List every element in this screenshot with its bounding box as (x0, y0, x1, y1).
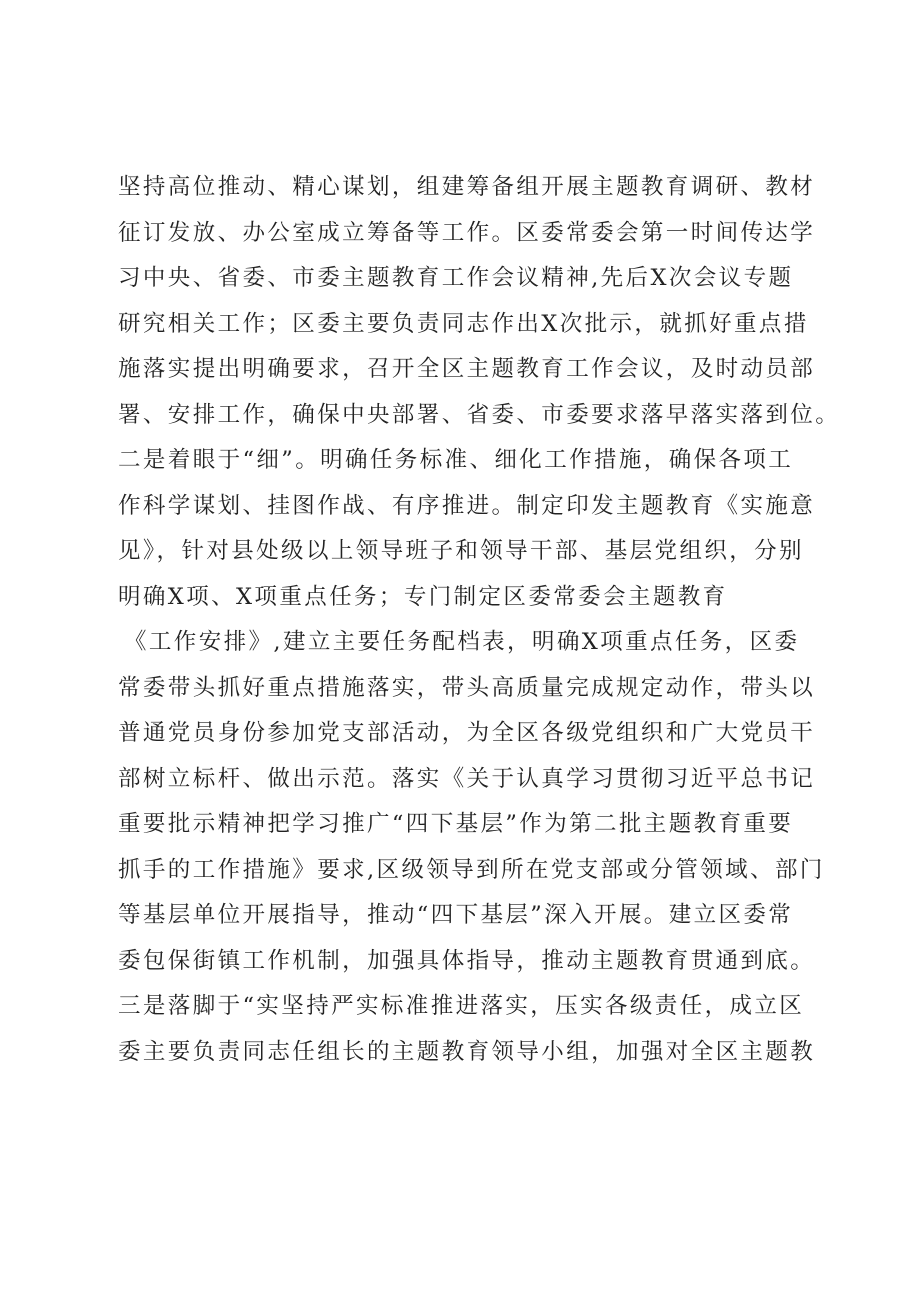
text-line: 坚持高位推动、精心谋划，组建筹备组开展主题教育调研、教材 (118, 174, 816, 200)
text-line: 委主要负责同志任组长的主题教育领导小组，加强对全区主题教 (118, 1038, 816, 1065)
text-line: 常委带头抓好重点措施落实，带头高质量完成规定动作，带头以 (118, 674, 816, 701)
text-line: 征订发放、办公室成立筹备等工作。区委常委会第一时间传达学 (118, 219, 816, 246)
text-line: 习中央、省委、市委主题教育工作会议精神,先后X次会议专题 (118, 265, 794, 291)
text-line: 见》，针对县处级以上领导班子和领导干部、基层党组织，分别 (118, 538, 804, 564)
text-line: 等基层单位开展指导，推动“四下基层”深入开展。建立区委常 (118, 902, 794, 928)
body-paragraph (118, 165, 841, 1075)
text-line: 施落实提出明确要求，召开全区主题教育工作会议，及时动员部 (118, 356, 816, 382)
text-line: 三是落脚于“实坚持严实标准推进落实，压实各级责任，成立区 (118, 993, 805, 1019)
text-line: 《工作安排》,建立主要任务配档表，明确X项重点任务，区委 (124, 629, 800, 655)
text-line: 明确X项、X项重点任务；专门制定区委常委会主题教育 (118, 583, 728, 610)
text-line: 署、安排工作，确保中央部署、省委、市委要求落早落实落到位。 (118, 401, 841, 428)
text-line: 二是着眼于“细”。明确任务标准、细化工作措施，确保各项工 (118, 447, 794, 473)
text-line: 抓手的工作措施》要求,区级领导到所在党支部或分管领域、部门 (118, 856, 825, 883)
text-line: 重要批示精神把学习推广“四下基层”作为第二批主题教育重要 (118, 811, 794, 837)
text-line: 作科学谋划、挂图作战、有序推进。制定印发主题教育《实施意 (118, 492, 816, 519)
text-line: 委包保街镇工作机制，加强具体指导，推动主题教育贯通到底。 (118, 947, 816, 974)
text-line: 部树立标杆、做出示范。落实《关于认真学习贯彻习近平总书记 (118, 765, 816, 792)
text-line: 普通党员身份参加党支部活动，为全区各级党组织和广大党员干 (118, 720, 816, 746)
text-line: 研究相关工作；区委主要负责同志作出X次批示，就抓好重点措 (118, 310, 809, 337)
